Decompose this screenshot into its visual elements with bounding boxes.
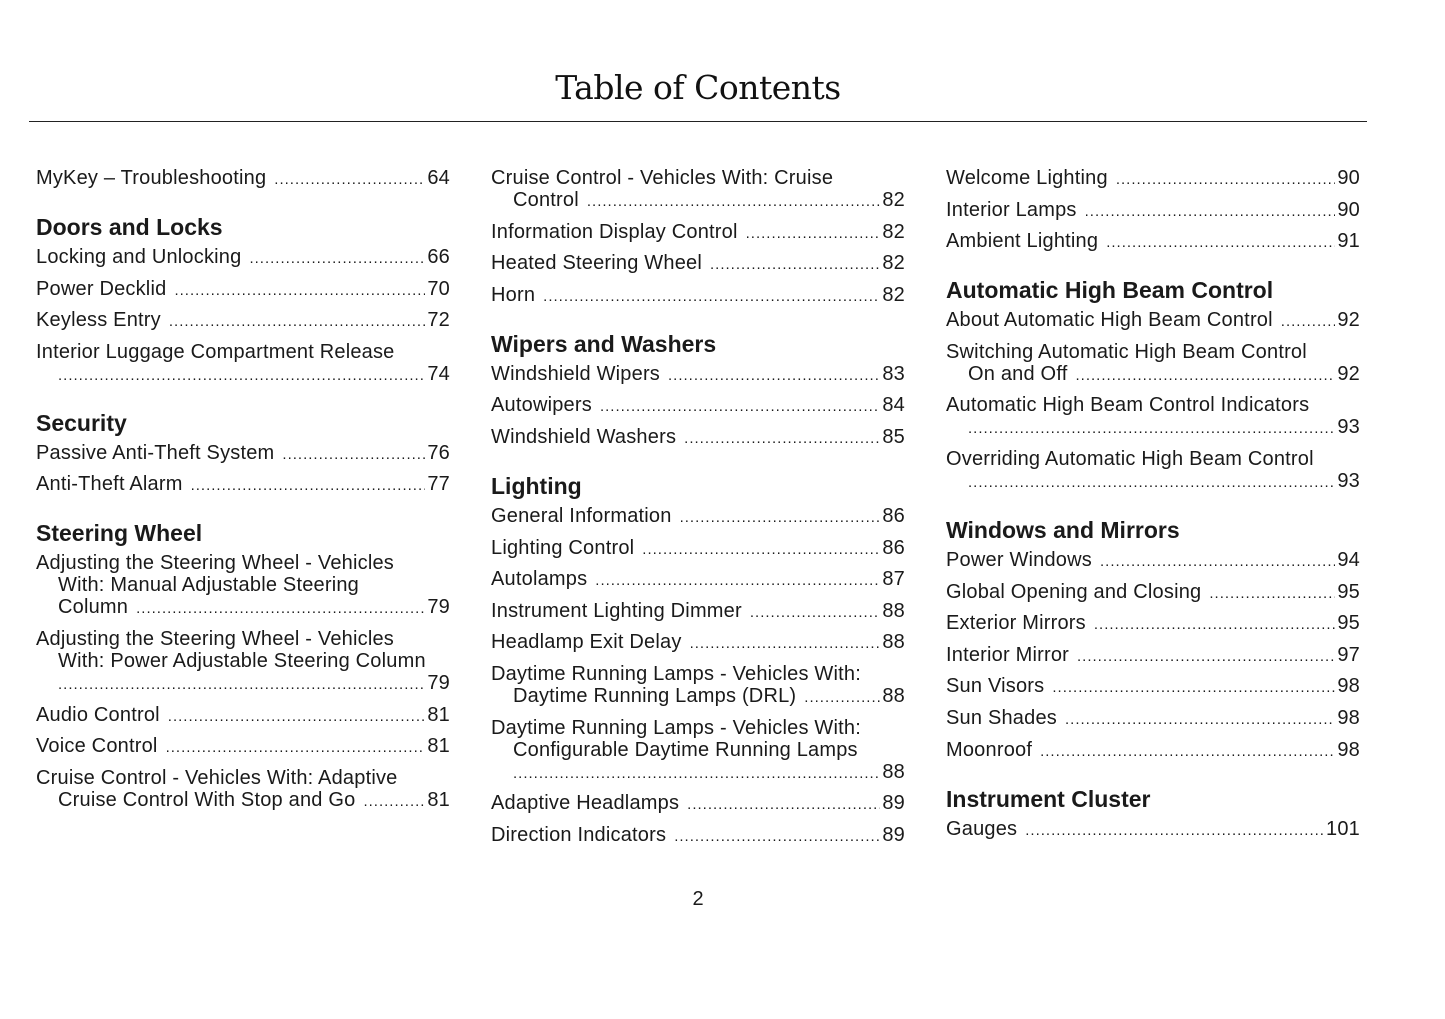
entry-page-number: 93 — [1337, 469, 1360, 492]
entry-page-number: 81 — [427, 703, 450, 726]
entry-title: Power Decklid — [36, 277, 167, 300]
toc-entry[interactable] — [946, 612, 1360, 636]
section-heading: Windows and Mirrors — [946, 516, 1180, 543]
entry-title: Autowipers — [491, 394, 592, 417]
entry-title: Daytime Running Lamps (DRL) — [513, 684, 797, 707]
dot-leader — [1209, 583, 1335, 605]
section-heading: Wipers and Washers — [491, 330, 717, 357]
entry-title: Windshield Washers — [491, 425, 677, 448]
dot-leader — [513, 763, 880, 785]
entry-title: Instrument Lighting Dimmer — [491, 599, 742, 622]
entry-title: Cruise Control With Stop and Go — [58, 788, 356, 811]
entry-title: Windshield Wipers — [491, 362, 661, 385]
toc-entry[interactable] — [491, 792, 905, 816]
entry-title: Exterior Mirrors — [946, 612, 1086, 635]
toc-entry[interactable] — [491, 717, 905, 785]
entry-title: General Information — [491, 504, 672, 527]
entry-page-number: 88 — [882, 599, 905, 622]
page-number: 2 — [692, 888, 704, 910]
dot-leader — [168, 706, 426, 728]
entry-title: Sun Shades — [946, 706, 1057, 729]
toc-entry[interactable] — [946, 341, 1360, 387]
entry-title: Lighting Control — [491, 536, 635, 559]
entry-title: Interior Luggage Compartment Release — [36, 340, 395, 363]
entry-title: Sun Visors — [946, 675, 1045, 698]
entry-page-number: 97 — [1337, 643, 1360, 666]
toc-column-3 — [946, 167, 1360, 849]
entry-page-number: 98 — [1337, 738, 1360, 761]
entry-page-number: 91 — [1337, 230, 1360, 253]
entry-page-number: 98 — [1337, 675, 1360, 698]
entry-page-number: 77 — [427, 473, 450, 496]
entry-title: Interior Lamps — [946, 198, 1077, 221]
toc-entry[interactable] — [946, 549, 1360, 573]
entry-title: Cruise Control - Vehicles With: Cruise — [491, 167, 834, 189]
entry-title: Audio Control — [36, 703, 160, 726]
dot-leader — [680, 507, 881, 529]
entry-title: Column — [58, 596, 129, 619]
toc-entry[interactable] — [491, 221, 905, 245]
toc-entry[interactable] — [946, 167, 1360, 191]
entry-page-number: 82 — [882, 252, 905, 275]
section-heading: Steering Wheel — [36, 520, 203, 547]
entry-page-number: 87 — [882, 568, 905, 591]
entry-page-number: 95 — [1337, 612, 1360, 635]
entry-title: Voice Control — [36, 735, 158, 758]
entry-page-number: 93 — [1337, 416, 1360, 439]
toc-entry[interactable] — [36, 341, 450, 387]
title-divider — [29, 121, 1367, 122]
dot-leader — [274, 169, 425, 191]
toc-column-1 — [36, 167, 450, 820]
dot-leader — [687, 794, 880, 816]
dot-leader — [543, 286, 880, 308]
toc-entry[interactable] — [946, 675, 1360, 699]
toc-entry[interactable] — [946, 644, 1360, 668]
dot-leader — [58, 674, 425, 696]
entry-page-number: 90 — [1337, 167, 1360, 189]
entry-page-number: 76 — [427, 441, 450, 464]
toc-entry[interactable] — [36, 246, 450, 270]
dot-leader — [191, 475, 426, 497]
entry-page-number: 86 — [882, 504, 905, 527]
toc-entry[interactable] — [946, 448, 1360, 494]
dot-leader — [595, 570, 880, 592]
toc-entry[interactable] — [491, 537, 905, 561]
entry-page-number: 84 — [882, 394, 905, 417]
toc-entry[interactable] — [36, 628, 450, 696]
entry-title: Adaptive Headlamps — [491, 792, 680, 815]
dot-leader — [804, 687, 880, 709]
page-title: Table of Contents — [555, 68, 841, 107]
dot-leader — [58, 365, 425, 387]
dot-leader — [363, 791, 425, 813]
dot-leader — [166, 737, 426, 759]
toc-column-2 — [491, 167, 905, 855]
entry-page-number: 88 — [882, 684, 905, 707]
entry-title: Configurable Daytime Running Lamps — [513, 738, 858, 761]
dot-leader — [674, 826, 880, 848]
dot-leader — [600, 396, 880, 418]
entry-page-number: 81 — [427, 735, 450, 758]
toc-entry[interactable] — [491, 505, 905, 529]
dot-leader — [169, 311, 425, 333]
toc-entry[interactable] — [491, 663, 905, 709]
entry-page-number: 95 — [1337, 580, 1360, 603]
toc-entry[interactable] — [36, 442, 450, 466]
toc-entry[interactable] — [491, 167, 905, 213]
entry-page-number: 79 — [427, 596, 450, 619]
dot-leader — [1116, 169, 1336, 191]
entry-page-number: 92 — [1337, 362, 1360, 385]
entry-title: Control — [513, 189, 579, 211]
toc-entry[interactable] — [946, 309, 1360, 333]
entry-title: Passive Anti-Theft System — [36, 441, 275, 464]
toc-entry[interactable] — [36, 735, 450, 759]
dot-leader — [1065, 709, 1335, 731]
entry-page-number: 81 — [427, 788, 450, 811]
toc-entry[interactable] — [946, 818, 1360, 842]
toc-entry[interactable] — [491, 600, 905, 624]
entry-title: Gauges — [946, 817, 1018, 840]
entry-title: Direction Indicators — [491, 823, 667, 846]
toc-entry[interactable] — [36, 704, 450, 728]
toc-entry[interactable] — [946, 394, 1360, 440]
dot-leader — [668, 365, 880, 387]
toc-entry[interactable] — [491, 363, 905, 387]
dot-leader — [1100, 551, 1335, 573]
entry-page-number: 74 — [427, 362, 450, 385]
toc-entry[interactable] — [946, 199, 1360, 223]
dot-leader — [1106, 232, 1335, 254]
entry-title: Locking and Unlocking — [36, 246, 242, 268]
dot-leader — [1281, 311, 1336, 333]
entry-page-number: 79 — [427, 671, 450, 694]
toc-entry[interactable] — [36, 552, 450, 620]
toc-entry[interactable] — [491, 631, 905, 655]
dot-leader — [174, 280, 425, 302]
toc-entry[interactable] — [36, 473, 450, 497]
toc-entry[interactable] — [491, 394, 905, 418]
entry-title: Moonroof — [946, 738, 1033, 761]
dot-leader — [710, 254, 880, 276]
toc-entry[interactable] — [36, 167, 450, 191]
entry-page-number: 92 — [1337, 309, 1360, 332]
entry-title: MyKey – Troubleshooting — [36, 167, 267, 189]
entry-page-number: 88 — [882, 760, 905, 783]
entry-page-number: 89 — [882, 823, 905, 846]
toc-entry[interactable] — [946, 707, 1360, 731]
entry-title: Adjusting the Steering Wheel - Vehicles — [36, 552, 394, 575]
entry-title: Autolamps — [491, 568, 588, 591]
dot-leader — [282, 444, 425, 466]
entry-title: Horn — [491, 283, 536, 306]
dot-leader — [968, 418, 1335, 440]
entry-page-number: 82 — [882, 283, 905, 306]
toc-entry[interactable] — [491, 426, 905, 450]
entry-page-number: 85 — [882, 425, 905, 448]
dot-leader — [750, 602, 880, 624]
entry-title: Overriding Automatic High Beam Control — [946, 447, 1314, 470]
dot-leader — [690, 633, 881, 655]
entry-page-number: 101 — [1326, 817, 1360, 840]
entry-title: Daytime Running Lamps - Vehicles With: — [491, 716, 861, 739]
dot-leader — [746, 223, 881, 245]
entry-page-number: 98 — [1337, 706, 1360, 729]
toc-entry[interactable] — [491, 824, 905, 848]
entry-title: With: Power Adjustable Steering Column — [58, 649, 426, 672]
dot-leader — [968, 472, 1335, 494]
dot-leader — [136, 598, 425, 620]
entry-title: Anti-Theft Alarm — [36, 473, 183, 496]
entry-title: Ambient Lighting — [946, 230, 1099, 253]
entry-page-number: 82 — [882, 189, 905, 211]
dot-leader — [1085, 201, 1336, 223]
dot-leader — [249, 248, 425, 270]
toc-entry[interactable] — [36, 767, 450, 813]
entry-title: Headlamp Exit Delay — [491, 631, 682, 654]
toc-entry[interactable] — [36, 309, 450, 333]
toc-entry[interactable] — [491, 252, 905, 276]
section-heading: Lighting — [491, 472, 582, 499]
dot-leader — [1052, 677, 1335, 699]
entry-title: Daytime Running Lamps - Vehicles With: — [491, 662, 861, 685]
dot-leader — [1075, 365, 1335, 387]
dot-leader — [1025, 820, 1324, 842]
entry-title: On and Off — [968, 362, 1068, 385]
entry-page-number: 70 — [427, 277, 450, 300]
entry-page-number: 94 — [1337, 548, 1360, 571]
entry-title: About Automatic High Beam Control — [946, 309, 1273, 332]
toc-entry[interactable] — [491, 284, 905, 308]
entry-title: Heated Steering Wheel — [491, 252, 702, 275]
entry-title: Interior Mirror — [946, 643, 1070, 666]
toc-entry[interactable] — [946, 230, 1360, 254]
entry-page-number: 86 — [882, 536, 905, 559]
section-heading: Instrument Cluster — [946, 785, 1151, 812]
entry-title: With: Manual Adjustable Steering — [58, 574, 360, 597]
entry-title: Automatic High Beam Control Indicators — [946, 394, 1310, 417]
entry-title: Power Windows — [946, 548, 1092, 571]
entry-title: Switching Automatic High Beam Control — [946, 340, 1307, 363]
toc-entry[interactable] — [491, 568, 905, 592]
entry-page-number: 82 — [882, 220, 905, 243]
entry-page-number: 72 — [427, 309, 450, 332]
entry-title: Keyless Entry — [36, 309, 161, 332]
entry-title: Adjusting the Steering Wheel - Vehicles — [36, 627, 394, 650]
entry-page-number: 66 — [427, 246, 450, 268]
toc-entry[interactable] — [36, 278, 450, 302]
entry-title: Welcome Lighting — [946, 167, 1108, 189]
entry-title: Cruise Control - Vehicles With: Adaptive — [36, 766, 398, 789]
entry-page-number: 89 — [882, 792, 905, 815]
entry-title: Global Opening and Closing — [946, 580, 1202, 603]
section-heading: Automatic High Beam Control — [946, 277, 1274, 304]
entry-page-number: 88 — [882, 631, 905, 654]
entry-page-number: 90 — [1337, 198, 1360, 221]
toc-entry[interactable] — [946, 739, 1360, 763]
entry-page-number: 83 — [882, 362, 905, 385]
entry-title: Information Display Control — [491, 220, 738, 243]
section-heading: Security — [36, 409, 127, 436]
toc-entry[interactable] — [946, 581, 1360, 605]
dot-leader — [642, 539, 880, 561]
dot-leader — [1077, 646, 1335, 668]
dot-leader — [1040, 741, 1335, 763]
dot-leader — [1094, 614, 1335, 636]
section-heading: Doors and Locks — [36, 214, 223, 240]
entry-page-number: 64 — [427, 167, 450, 189]
dot-leader — [587, 191, 880, 213]
dot-leader — [684, 428, 880, 450]
